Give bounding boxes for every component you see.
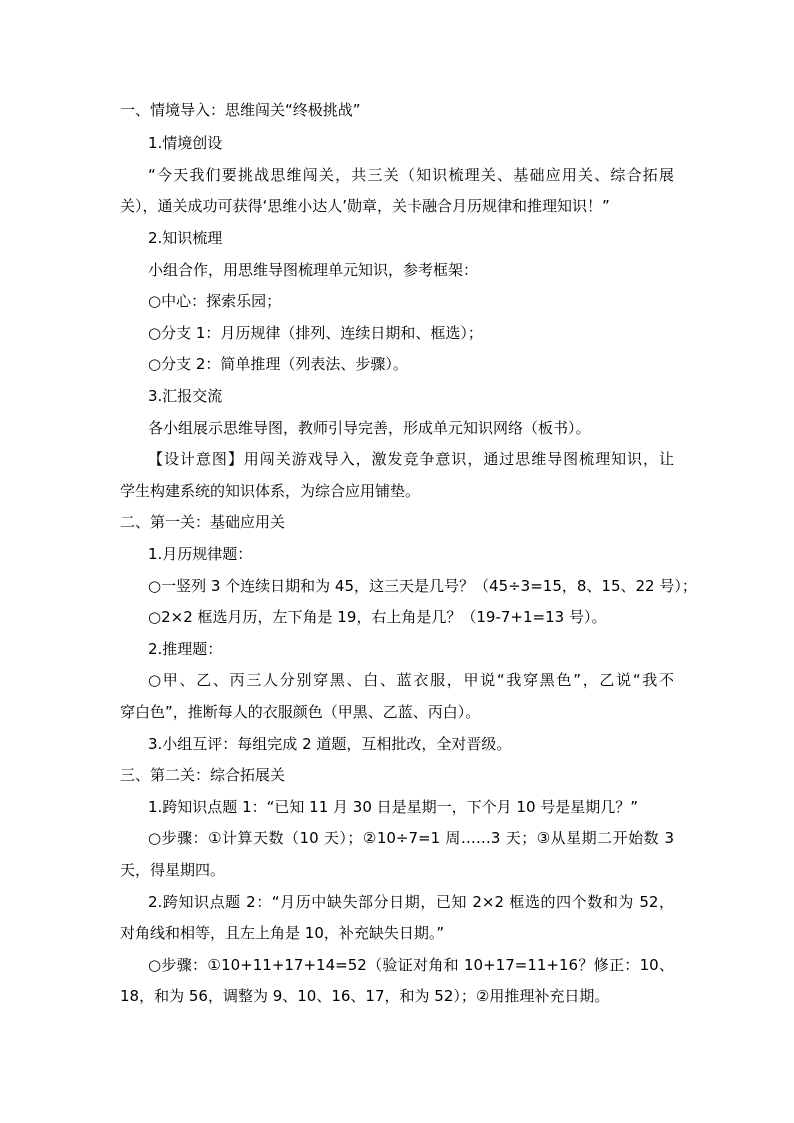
paragraph-line: 小组合作，用思维导图梳理单元知识，参考框架： bbox=[148, 261, 479, 279]
paragraph-line: 2.跨知识点题 2：“月历中缺失部分日期，已知 2×2 框选的四个数和为 52， bbox=[148, 893, 674, 911]
paragraph-line: “今天我们要挑战思维闯关，共三关（知识梳理关、基础应用关、综合拓展 bbox=[148, 166, 674, 184]
paragraph-line: 穿白色”，推断每人的衣服颜色（甲黑、乙蓝、丙白）。 bbox=[120, 703, 481, 721]
subheading-reasoning: 2.推理题： bbox=[148, 640, 223, 658]
list-item: ○一竖列 3 个连续日期和为 45，这三天是几号？（45÷3=15，8、15、22 号）； bbox=[148, 577, 697, 595]
paragraph-line: 各小组展示思维导图，教师引导完善，形成单元知识网络（板书）。 bbox=[148, 419, 591, 437]
list-item: ○2×2 框选月历，左下角是 19，右上角是几？（19-7+1=13 号）。 bbox=[148, 608, 607, 626]
paragraph-line: 18，和为 56，调整为 9、10、16、17，和为 52）；②用推理补充日期。 bbox=[120, 987, 610, 1005]
subheading-situation-setup: 1.情境创设 bbox=[148, 134, 223, 152]
subheading-knowledge-review: 2.知识梳理 bbox=[148, 229, 223, 247]
paragraph-line: 天，得星期四。 bbox=[120, 861, 226, 879]
paragraph-line: 对角线和相等，且左上角是 10，补充缺失日期。” bbox=[120, 924, 445, 942]
subheading-report: 3.汇报交流 bbox=[148, 387, 223, 405]
section-heading-3: 三、第二关：综合拓展关 bbox=[120, 766, 286, 784]
paragraph-line: 关），通关成功可获得‘思维小达人’勋章，关卡融合月历规律和推理知识！” bbox=[120, 197, 610, 215]
subheading-calendar-rules: 1.月历规律题： bbox=[148, 545, 253, 563]
section-heading-1: 一、情境导入：思维闯关“终极挑战” bbox=[120, 101, 361, 119]
paragraph-line: 3.小组互评：每组完成 2 道题，互相批改，全对晋级。 bbox=[148, 735, 512, 753]
design-intent-line: 学生构建系统的知识体系，为综合应用铺垫。 bbox=[120, 482, 421, 500]
design-intent-line: 【设计意图】用闯关游戏导入，激发竞争意识，通过思维导图梳理知识，让 bbox=[148, 450, 674, 468]
list-item: ○中心：探索乐园； bbox=[148, 292, 282, 310]
list-item: ○甲、乙、丙三人分别穿黑、白、蓝衣服，甲说“我穿黑色”，乙说“我不 bbox=[148, 671, 674, 689]
list-item: ○步骤：①计算天数（10 天）；②10÷7=1 周……3 天；③从星期二开始数 3 bbox=[148, 829, 674, 847]
list-item: ○分支 1：月历规律（排列、连续日期和、框选）； bbox=[148, 324, 483, 342]
list-item: ○步骤：①10+11+17+14=52（验证对角和 10+17=11+16？修正：10、 bbox=[148, 956, 674, 974]
paragraph-line: 1.跨知识点题 1：“已知 11 月 30 日是星期一，下个月 10 号是星期几？” bbox=[148, 798, 639, 816]
list-item: ○分支 2：简单推理（列表法、步骤）。 bbox=[148, 355, 408, 373]
section-heading-2: 二、第一关：基础应用关 bbox=[120, 513, 286, 531]
